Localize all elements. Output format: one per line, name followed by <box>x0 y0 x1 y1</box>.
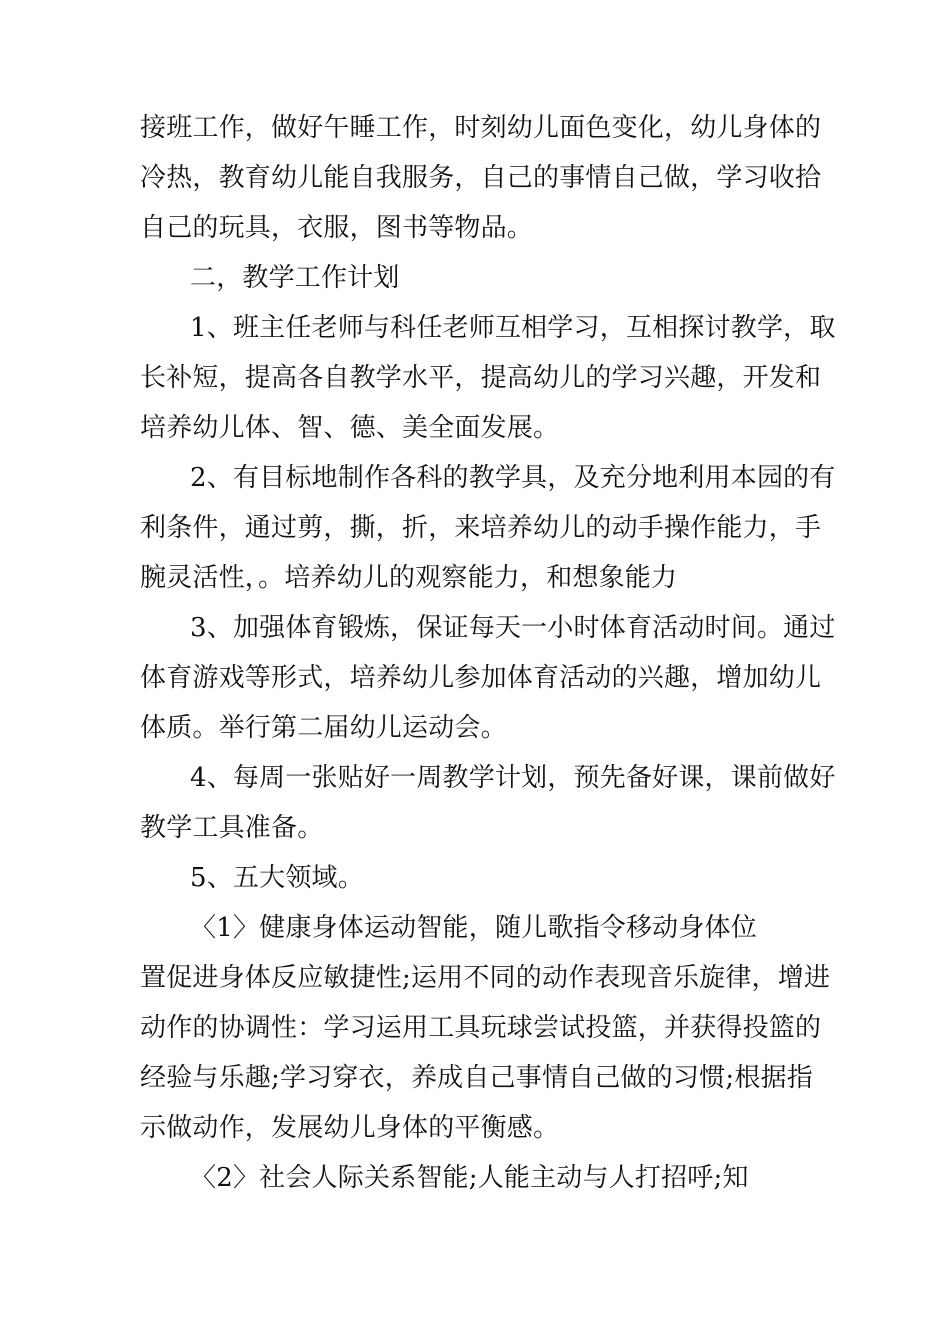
text-line: 〈2〉社会人际关系智能;人能主动与人打招呼;知 <box>190 1163 749 1193</box>
text-line: 体育游戏等形式，培养幼儿参加体育活动的兴趣，增加幼儿 <box>140 663 822 693</box>
text-line: 培养幼儿体、智、德、美全面发展。 <box>140 413 560 443</box>
text-line: 教学工具准备。 <box>140 813 324 843</box>
text-line: 置促进身体反应敏捷性;运用不同的动作表现音乐旋律，增进 <box>140 963 831 993</box>
text-line: 动作的协调性：学习运用工具玩球尝试投篮，并获得投篮的 <box>140 1013 822 1043</box>
text-line: 〈1〉健康身体运动智能，随儿歌指令移动身体位 <box>190 913 757 943</box>
text-line: 利条件，通过剪，撕，折，来培养幼儿的动手操作能力，手 <box>140 513 822 543</box>
section-heading: 二，教学工作计划 <box>190 263 400 293</box>
text-line: 腕灵活性，。培养幼儿的观察能力，和想象能力 <box>140 563 678 593</box>
text-line: 5、五大领域。 <box>190 863 364 893</box>
text-line: 冷热，教育幼儿能自我服务，自己的事情自己做，学习收拾 <box>140 163 822 193</box>
text-line: 4、每周一张贴好一周教学计划，预先备好课，课前做好 <box>190 763 836 793</box>
text-line: 1、班主任老师与科任老师互相学习，互相探讨教学，取 <box>190 313 836 343</box>
text-line: 经验与乐趣;学习穿衣，养成自己事情自己做的习惯;根据指 <box>140 1063 813 1093</box>
text-line: 2、有目标地制作各科的教学具，及充分地利用本园的有 <box>190 463 836 493</box>
text-line: 示做动作，发展幼儿身体的平衡感。 <box>140 1113 560 1143</box>
text-line: 体质。举行第二届幼儿运动会。 <box>140 713 507 743</box>
text-line: 长补短，提高各自教学水平，提高幼儿的学习兴趣，开发和 <box>140 363 822 393</box>
text-line: 接班工作，做好午睡工作，时刻幼儿面色变化，幼儿身体的 <box>140 113 822 143</box>
text-line: 3、加强体育锻炼，保证每天一小时体育活动时间。通过 <box>190 613 836 643</box>
text-line: 自己的玩具，衣服，图书等物品。 <box>140 213 534 243</box>
